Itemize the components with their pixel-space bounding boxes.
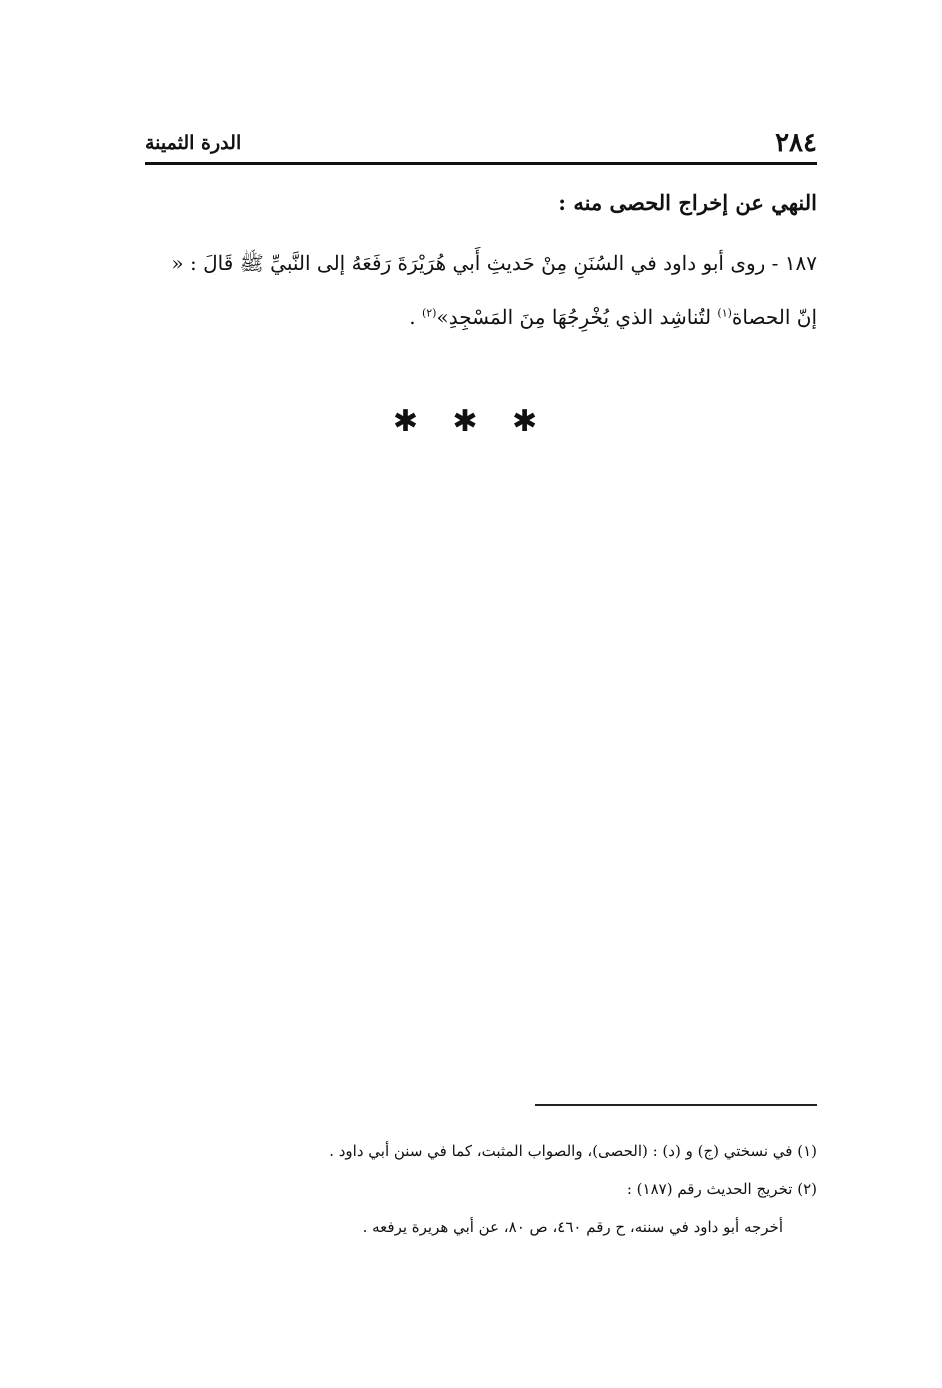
page-header xyxy=(145,124,817,162)
hadith-line-1: ١٨٧ - روى أبو داود في السُنَنِ مِنْ حَديثِ أَبي هُرَيْرَةَ رَفَعَهُ إلى النَّبيِّ ﷺ قَالَ : « xyxy=(171,251,817,275)
section-heading: النهي عن إخراج الحصى منه : xyxy=(558,190,817,215)
footnote-ref-1: (١) xyxy=(717,306,732,320)
section-separator-asterisks: ✱ ✱ ✱ xyxy=(392,404,550,439)
hadith-line-2-middle: لتُناشِد الذي يُخْرِجُهَا مِنَ المَسْجِدِ» xyxy=(436,305,718,329)
footnote-2: (٢) تخريج الحديث رقم (١٨٧) : xyxy=(626,1180,817,1198)
hadith-paragraph xyxy=(145,236,817,344)
page-number: ٢٨٤ xyxy=(775,128,817,158)
running-title: الدرة الثمينة xyxy=(145,132,242,154)
footnote-1: (١) في نسختي (ج) و (د) : (الحصى)، والصواب المثبت، كما في سنن أبي داود . xyxy=(329,1142,817,1160)
hadith-line-2-start: إنّ الحصاة xyxy=(731,305,817,329)
footnotes xyxy=(300,1132,817,1246)
footnote-2-continuation: أخرجه أبو داود في سننه، ح رقم ٤٦٠، ص ٨٠، عن أبي هريرة يرفعه . xyxy=(362,1218,783,1236)
footnote-rule xyxy=(535,1104,817,1106)
footnote-ref-2: (٢) xyxy=(421,306,437,320)
hadith-line-2-end: . xyxy=(409,305,422,329)
header-rule xyxy=(145,162,817,165)
